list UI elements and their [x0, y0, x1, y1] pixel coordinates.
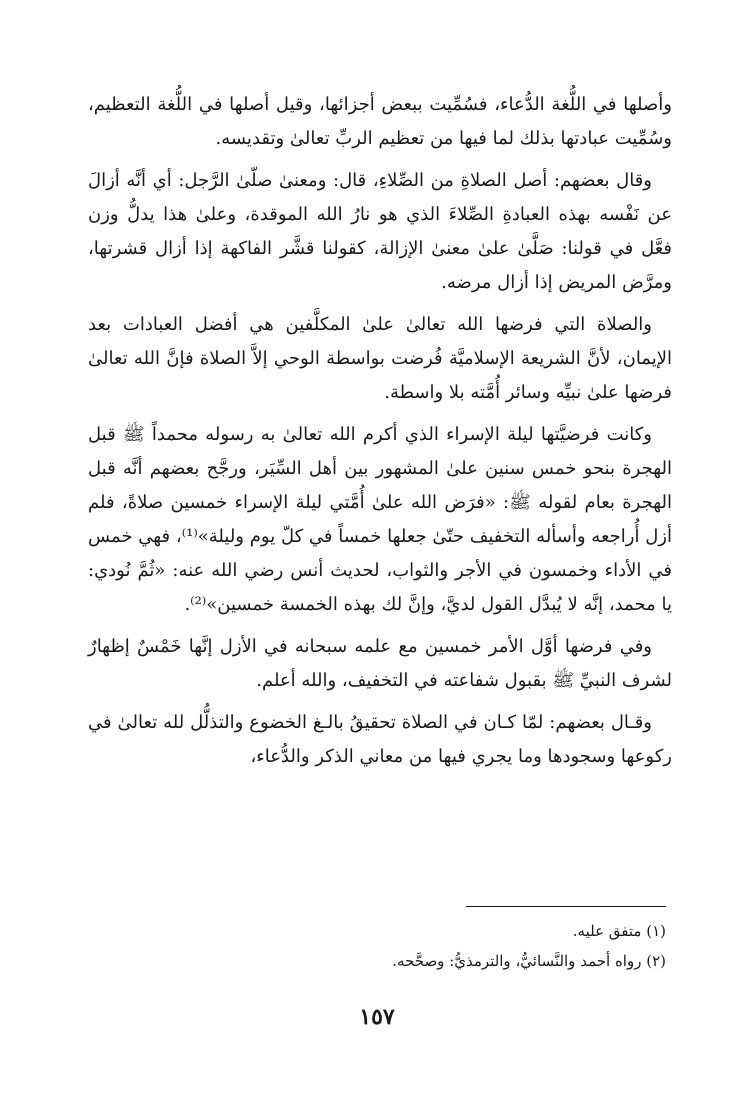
paragraph-6: وقـال بعضهم: لمّا كـان في الصلاة تحقيقُ بالـغ الخضوع والتذلُّل لله تعالىٰ في ركوعها وسجودها وما يجري فيها من معاني الذكر والدُّعاء،: [88, 712, 672, 767]
footnote-2: (٢) رواه أحمد والنَّسائيُّ، والترمذيُّ: وصحَّحه.: [392, 952, 666, 970]
paragraph-4: وكانت فرضيَّتها ليلة الإسراء الذي أكرم الله تعالىٰ به رسوله محمداً ﷺ قبل الهجرة بنحو خمس سنين علىٰ المشهور بين أهل السِّيَر، ورجَّح بعضهم أنَّه قبل الهجرة بعام لقوله ﷺ: «فرَض الله علىٰ أُمَّتي ليلة الإسراء خمسين صلاةً، فلم أزل أُراجعه وأسأله التخفيف حتّىٰ جعلها خمساً في كلّ يوم وليلة»⁽¹⁾، فهي خمس في الأداء وخمسون في الأجر والثواب، لحديث أنس رضي الله عنه: «ثُمَّ نُودي: يا محمد، إنَّه لا يُبدَّل القول لديَّ، وإنَّ لك بهذه الخمسة خمسين»⁽²⁾.: [88, 424, 672, 615]
paragraph-3: والصلاة التي فرضها الله تعالىٰ علىٰ المكلَّفين هي أفضل العبادات بعد الإيمان، لأنَّ الشريعة الإسلاميَّة فُرضت بواسطة الوحي إلاَّ الصلاة فإنَّ الله تعالىٰ فرضها علىٰ نبيِّه وسائر أُمَّته بلا واسطة.: [88, 314, 672, 403]
footnotes: [82, 916, 666, 976]
footnote-divider: [466, 906, 666, 907]
main-text: [88, 88, 672, 774]
paragraph-1: وأصلها في اللُّغة الدُّعاء، فسُمِّيت ببعض أجزائها، وقيل أصلها في اللُّغة التعظيم، وسُمِّيت عبادتها بذلك لما فيها من تعظيم الربِّ تعالىٰ وتقديسه.: [88, 94, 672, 149]
paragraph-2: وقال بعضهم: أصل الصلاةِ من الصِّلاءِ، قال: ومعنىٰ صلّىٰ الرَّجل: أي أنَّه أزالَ عن نَفْسه بهذه العبادةِ الصِّلاءَ الذي هو نارُ الله الموقدة، وعلىٰ هذا يدلُّ وزن فعَّل في قولنا: صَلَّىٰ علىٰ معنىٰ الإزالة، كقولنا قشَّر الفاكهة إذا أزال قشرتها، ومرَّض المريض إذا أزال مرضه.: [88, 170, 672, 293]
paragraph-5: وفي فرضها أوَّل الأمر خمسين مع علمه سبحانه في الأزل إنَّها خَمْسٌ إظهارٌ لشرف النبيِّ ﷺ بقبول شفاعته في التخفيف، والله أعلم.: [88, 636, 672, 691]
footnote-1: (١) متفق عليه.: [572, 922, 666, 940]
page-number: ١٥٧: [359, 1004, 395, 1030]
